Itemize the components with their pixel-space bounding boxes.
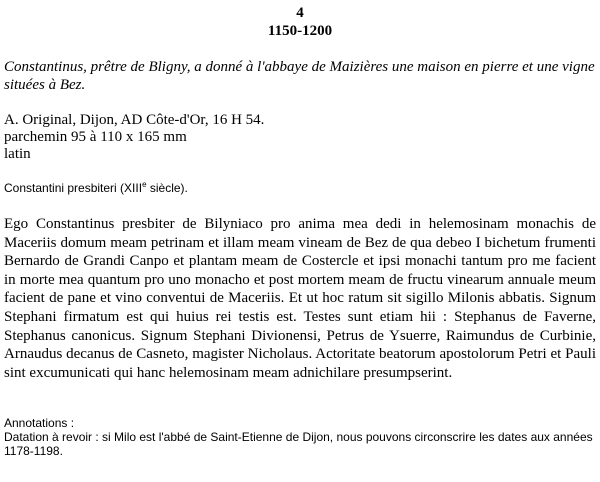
charter-summary: Constantinus, prêtre de Bligny, a donné à l'abbaye de Maizières une maison en pierre et une vigne situées à Bez. (4, 59, 595, 93)
rubric-text-after: siècle). (146, 181, 188, 195)
source-language: latin (4, 146, 31, 162)
charter-date: 1150-1200 (267, 23, 333, 39)
dorsal-rubric (4, 181, 596, 195)
source-original: A. Original, Dijon, AD Côte-d'Or, 16 H 54. (4, 112, 265, 128)
source-description (4, 112, 596, 163)
annotations-heading: Annotations : (4, 416, 75, 430)
annotations-body: Datation à revoir : si Milo est l'abbé de Saint-Etienne de Dijon, nous pouvons circonscrire les dates aux années 1178-1198. (4, 430, 593, 458)
source-dimensions: parchemin 95 à 110 x 165 mm (4, 129, 187, 145)
annotations-section (4, 416, 596, 458)
charter-number: 4 (296, 5, 304, 21)
latin-transcription: Ego Constantinus presbiter de Bilyniaco pro anima mea dedi in helemosinam monachis de Maceriis domum meam petrinam et illam meam vineam de Bez de qua debeo I bichetum frumenti Bernardo de Grandi Canpo et plantam meam de Costercle et ipsi monachi tantum pro me facient in morte mea quantum pro uno monacho et post mortem meam de fructu vinearum annuale meum facient de pane et vino conventui de Maceriis. Et ut hoc ratum sit sigillo Milonis abbatis. Signum Stephani firmatum est qui huius rei testis est. Testes sunt etiam hii : Stephanus de Faverne, Stephanus canonicus. Signum Stephani Divionensi, Petrus de Ysuerre, Raimundus de Curbinie, Arnaudus decanus de Casneto, magister Nicholaus. Actoritate beatorum apostolorum Petri et Pauli sint excumunicati qui hanc helemosinam meam adnichilare presumpserint. (4, 216, 596, 381)
rubric-text-before: Constantini presbiteri (XIII (4, 181, 143, 195)
rubric-superscript: e (142, 180, 147, 189)
